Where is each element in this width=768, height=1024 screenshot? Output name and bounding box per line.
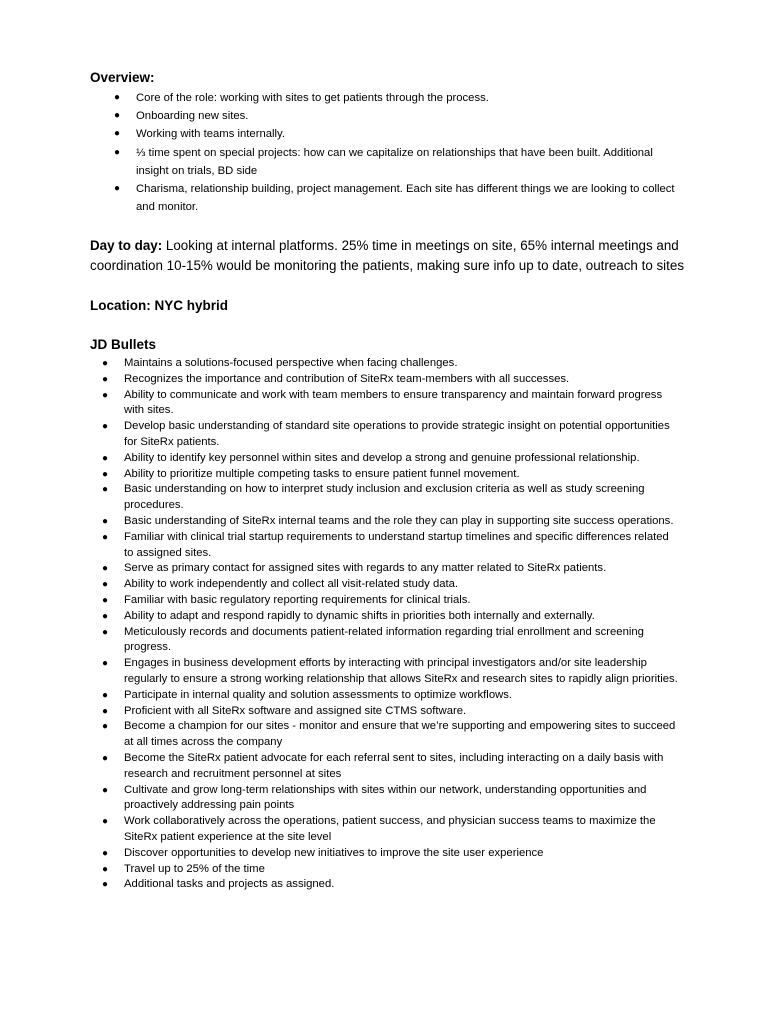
bullet-text: Maintains a solutions-focused perspective when facing challenges. [124, 357, 458, 369]
bullet-icon: ● [102, 658, 109, 670]
list-item [102, 561, 680, 577]
bullet-icon: ● [102, 468, 109, 480]
list-item [102, 704, 680, 720]
list-item [102, 388, 680, 420]
list-item [102, 862, 680, 878]
overview-heading: Overview: [90, 70, 155, 85]
list-item [102, 814, 680, 846]
bullet-icon: ● [102, 847, 109, 859]
bullet-text: Engages in business development efforts by interacting with principal investigators and/or site leadership regularly to ensure a strong working relationship that allows SiteRx and research sites to rapidly align priorities. [124, 657, 678, 685]
bullet-icon: ● [114, 128, 121, 140]
bullet-text: Proficient with all SiteRx software and assigned site CTMS software. [124, 704, 467, 717]
bullet-text: Recognizes the importance and contribution of SiteRx team-members with all successes. [124, 372, 570, 385]
list-item [102, 656, 680, 688]
bullet-icon: ● [102, 879, 109, 891]
bullet-icon: ● [102, 863, 109, 875]
list-item [114, 89, 681, 107]
bullet-icon: ● [102, 421, 109, 433]
list-item [102, 688, 680, 704]
bullet-text: Ability to communicate and work with team members to ensure transparency and maintain forward progress with sites. [124, 388, 663, 417]
list-item [102, 467, 680, 483]
day-to-day-paragraph [90, 236, 690, 276]
bullet-icon: ● [102, 452, 109, 464]
bullet-text: Participate in internal quality and solution assessments to optimize workflows. [124, 688, 513, 701]
list-item [102, 356, 680, 372]
list-item [102, 877, 680, 893]
list-item [102, 514, 680, 530]
list-item [102, 577, 680, 593]
list-item [102, 783, 680, 815]
list-item [114, 180, 681, 216]
bullet-icon: ● [102, 626, 109, 638]
bullet-text: Basic understanding on how to interpret study inclusion and exclusion criteria as well as study screening procedures. [124, 483, 645, 512]
bullet-text: Become the SiteRx patient advocate for each referral sent to sites, including interacting on a daily basis with research and recruitment personnel at sites [124, 751, 664, 780]
bullet-icon: ● [102, 358, 109, 369]
list-item [102, 482, 680, 514]
bullet-icon: ● [102, 594, 109, 606]
list-item [102, 609, 680, 625]
bullet-icon: ● [114, 92, 121, 103]
location-heading: Location: NYC hybrid [90, 298, 228, 313]
bullet-text: Work collaboratively across the operations, patient success, and physician success teams to maximize the SiteRx patient experience at the site level [124, 815, 656, 843]
jd-bullet-list [102, 356, 680, 893]
jd-bullets-heading: JD Bullets [90, 337, 157, 352]
bullet-icon: ● [102, 816, 109, 828]
bullet-text: Serve as primary contact for assigned sites with regards to any matter related to SiteRx patients. [124, 562, 607, 575]
bullet-icon: ● [102, 484, 109, 496]
day-to-day-label: Day to day: [90, 238, 163, 253]
list-item [114, 107, 681, 125]
list-item [102, 846, 680, 862]
list-item [102, 719, 680, 751]
bullet-icon: ● [102, 705, 109, 717]
list-item [102, 751, 680, 783]
bullet-text: Meticulously records and documents patient-related information regarding trial enrollment and screening progress. [124, 625, 644, 654]
bullet-text: Ability to adapt and respond rapidly to dynamic shifts in priorities both internally and externally. [124, 609, 595, 622]
bullet-icon: ● [114, 146, 121, 158]
bullet-icon: ● [102, 563, 109, 575]
bullet-text: ⅓ time spent on special projects: how can we capitalize on relationships that have been built. Additional insight on trials, BD side [136, 146, 653, 177]
bullet-icon: ● [102, 389, 109, 401]
bullet-icon: ● [102, 752, 109, 764]
bullet-text: Discover opportunities to develop new initiatives to improve the site user experience [124, 846, 544, 859]
bullet-text: Travel up to 25% of the time [124, 862, 265, 875]
bullet-text: Basic understanding of SiteRx internal teams and the role they can play in supporting site success operations. [124, 514, 674, 527]
list-item [102, 530, 680, 562]
list-item [102, 451, 680, 467]
list-item [114, 144, 681, 180]
bullet-icon: ● [102, 721, 109, 733]
bullet-icon: ● [102, 531, 109, 543]
list-item [102, 625, 680, 657]
bullet-icon: ● [102, 579, 109, 591]
list-item [102, 593, 680, 609]
bullet-text: Core of the role: working with sites to get patients through the process. [136, 92, 489, 104]
overview-bullet-list [114, 89, 681, 216]
bullet-icon: ● [102, 784, 109, 796]
bullet-icon: ● [102, 373, 109, 385]
bullet-text: Onboarding new sites. [136, 110, 249, 123]
bullet-text: Cultivate and grow long-term relationships with sites within our network, understanding opportunities and proactively addressing pain points [124, 783, 647, 812]
bullet-text: Familiar with basic regulatory reporting requirements for clinical trials. [124, 593, 471, 606]
bullet-text: Become a champion for our sites - monitor and ensure that we’re supporting and empowering sites to succeed at all times across the company [124, 720, 676, 749]
bullet-text: Ability to prioritize multiple competing tasks to ensure patient funnel movement. [124, 467, 520, 480]
list-item [102, 372, 680, 388]
bullet-icon: ● [102, 689, 109, 701]
bullet-text: Working with teams internally. [136, 128, 286, 141]
bullet-text: Ability to identify key personnel within sites and develop a strong and genuine professional relationship. [124, 451, 640, 464]
bullet-text: Additional tasks and projects as assigned. [124, 878, 335, 891]
bullet-icon: ● [114, 110, 121, 122]
bullet-icon: ● [102, 515, 109, 527]
bullet-text: Charisma, relationship building, project management. Each site has different things we are looking to collect and monitor. [136, 183, 675, 214]
bullet-text: Familiar with clinical trial startup requirements to understand startup timelines and specific differences related to assigned sites. [124, 530, 669, 559]
list-item [114, 125, 681, 143]
bullet-text: Ability to work independently and collect all visit-related study data. [124, 578, 459, 591]
bullet-icon: ● [102, 610, 109, 622]
list-item [102, 419, 680, 451]
day-to-day-text: Looking at internal platforms. 25% time in meetings on site, 65% internal meetings and coordination 10-15% would be monitoring the patients, making sure info up to date, outreach to sites [90, 238, 685, 273]
bullet-text: Develop basic understanding of standard site operations to provide strategic insight on potential opportunities for SiteRx patients. [124, 420, 670, 448]
bullet-icon: ● [114, 183, 121, 195]
